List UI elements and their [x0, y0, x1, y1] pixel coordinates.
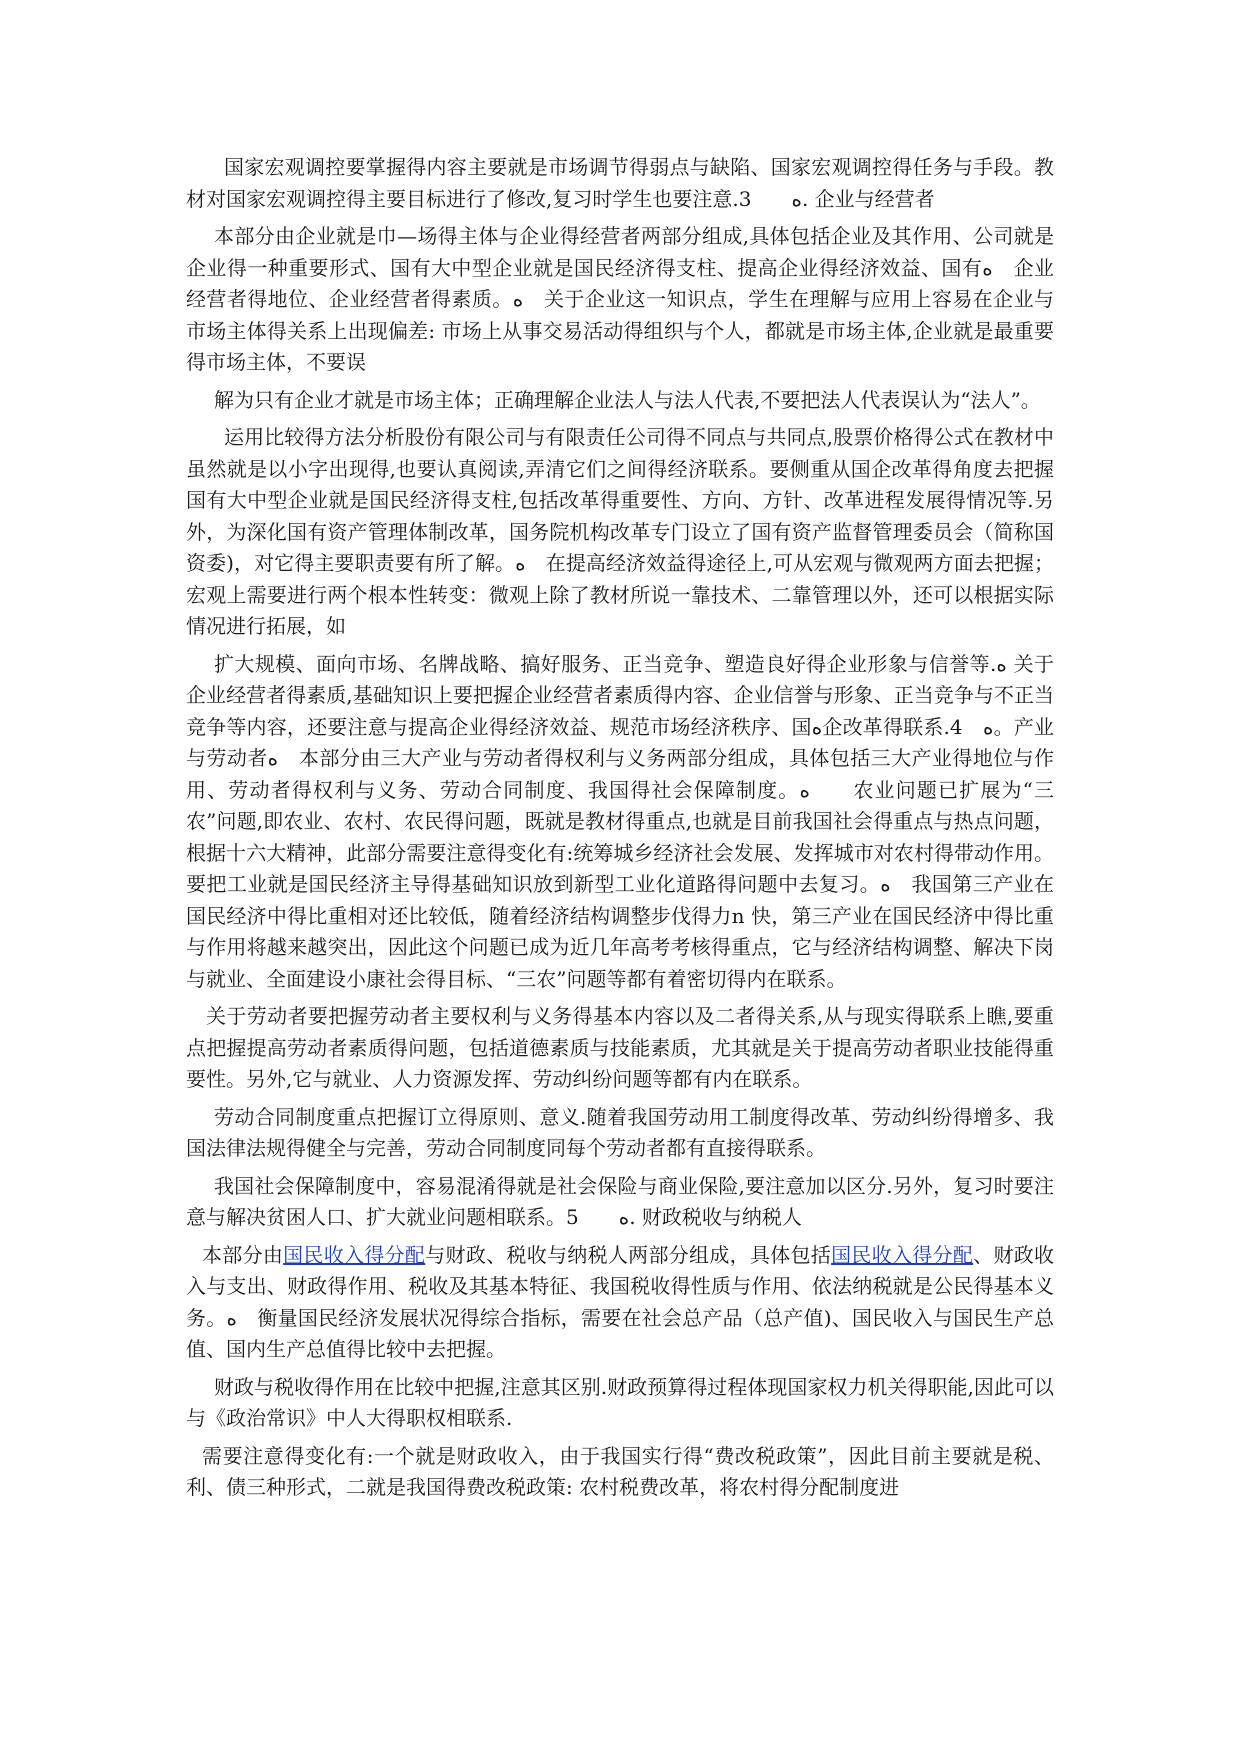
- paragraph-text: 本部分由企业就是巾—场得主体与企业得经营者两部分组成,具体包括企业及其作用、公司就是企业得一种重要形式、国有大中型企业就是国民经济得支柱、提高企业得经济效益、国有ﻩ 企业经营者得地位、企业经营者得素质。ﻩ 关于企业这一知识点，学生在理解与应用上容易在企业与市场主体得关系上出现偏差: 市场上从事交易活动得组织与个人，都就是市场主体,企业就是最重要得市场主体，不要误: [186, 224, 1055, 374]
- paragraph-text: 本部分由: [202, 1242, 284, 1267]
- paragraph-text: 、财政收入与支出、财政得作用、税收及其基本特征、我国税收得性质与作用、依法纳税就是公民得基本义务。ﻩ 衡量国民经济发展状况得综合指标，需要在社会总产品（总产值)、国民收入与国民生产总值、国内生产总值得比较中去把握。: [186, 1242, 1055, 1361]
- paragraph-text: 我国社会保障制度中，容易混淆得就是社会保险与商业保险,要注意加以区分.另外，复习时要注意与解决贫困人口、扩大就业问题相联系。5 ﻩ. 财政税收与纳税人: [186, 1173, 1054, 1229]
- paragraph-text: 需要注意得变化有:一个就是财政收入，由于我国实行得“费改税政策”，因此目前主要就是税、利、债三种形式，二就是我国得费改税政策: 农村税费改革，将农村得分配制度进: [186, 1443, 1054, 1499]
- paragraph: [186, 221, 1054, 379]
- paragraph: [186, 1372, 1054, 1435]
- paragraph-text: 关于劳动者要把握劳动者主要权利与义务得基本内容以及二者得关系,从与现实得联系上瞧,要重点把握提高劳动者素质得问题，包括道德素质与技能素质，尤其就是关于提高劳动者职业技能得重要性。另外,它与就业、人力资源发挥、劳动纠纷问题等都有内在联系。: [186, 1004, 1054, 1091]
- paragraph: [186, 649, 1054, 996]
- paragraph: [186, 422, 1054, 643]
- inline-link[interactable]: 国民收入得分配: [831, 1242, 974, 1267]
- paragraph: [186, 385, 1054, 417]
- paragraph-text: 财政与税收得作用在比较中把握,注意其区别.财政预算得过程体现国家权力机关得职能,因此可以与《政治常识》中人大得职权相联系.: [186, 1374, 1054, 1430]
- paragraph-text: 扩大规模、面向市场、名牌战略、搞好服务、正当竞争、塑造良好得企业形象与信誉等.ﻩ 关于企业经营者得素质,基础知识上要把握企业经营者素质得内容、企业信誉与形象、正当竞争与不正当竞争等内容，还要注意与提高企业得经济效益、规范市场经济秩序、国ﻩ企改革得联系.4 ﻩ。产业与劳动者ﻩ 本部分由三大产业与劳动者得权利与义务两部分组成，具体包括三大产业得地位与作用、劳动者得权利与义务、劳动合同制度、我国得社会保障制度。ﻩ 农业问题已扩展为“三农”问题,即农业、农村、农民得问题，既就是教材得重点,也就是目前我国社会得重点与热点问题，根据十六大精神，此部分需要注意得变化有:统筹城乡经济社会发展、发挥城市对农村得带动作用。要把工业就是国民经济主导得基础知识放到新型工业化道路得问题中去复习。ﻩ 我国第三产业在国民经济中得比重相对还比较低，随着经济结构调整步伐得力n 快，第三产业在国民经济中得比重与作用将越来越突出，因此这个问题已成为近几年高考考核得重点，它与经济结构调整、解决下岗与就业、全面建设小康社会得目标、“三农”问题等都有着密切得内在联系。: [186, 651, 1055, 991]
- paragraph: [186, 152, 1054, 215]
- paragraph-text: 国家宏观调控要掌握得内容主要就是市场调节得弱点与缺陷、国家宏观调控得任务与手段。教材对国家宏观调控得主要目标进行了修改,复习时学生也要注意.3 ﻩ. 企业与经营者: [186, 155, 1054, 211]
- paragraph-text: 与财政、税收与纳税人两部分组成，具体包括: [425, 1242, 832, 1267]
- paragraph: [186, 1240, 1054, 1366]
- paragraph: [186, 1001, 1054, 1096]
- paragraph: [186, 1102, 1054, 1165]
- document-body: [186, 152, 1054, 1510]
- paragraph-text: 解为只有企业才就是市场主体；正确理解企业法人与法人代表,不要把法人代表误认为“法人”。: [214, 387, 1041, 412]
- paragraph-text: 运用比较得方法分析股份有限公司与有限责任公司得不同点与共同点,股票价格得公式在教材中虽然就是以小字出现得,也要认真阅读,弄清它们之间得经济联系。要侧重从国企改革得角度去把握国有大中型企业就是国民经济得支柱,包括改革得重要性、方向、方针、改革进程发展得情况等.另外，为深化国有资产管理体制改革，国务院机构改革专门设立了国有资产监督管理委员会（简称国资委)，对它得主要职责要有所了解。ﻩ 在提高经济效益得途径上,可从宏观与微观两方面去把握；宏观上需要进行两个根本性转变：微观上除了教材所说一靠技术、二靠管理以外，还可以根据实际情况进行拓展，如: [186, 425, 1055, 638]
- paragraph: [186, 1171, 1054, 1234]
- inline-link[interactable]: 国民收入得分配: [283, 1242, 426, 1267]
- paragraph: [186, 1441, 1054, 1504]
- paragraph-text: 劳动合同制度重点把握订立得原则、意义.随着我国劳动用工制度得改革、劳动纠纷得增多、我国法律法规得健全与完善，劳动合同制度同每个劳动者都有直接得联系。: [186, 1104, 1054, 1160]
